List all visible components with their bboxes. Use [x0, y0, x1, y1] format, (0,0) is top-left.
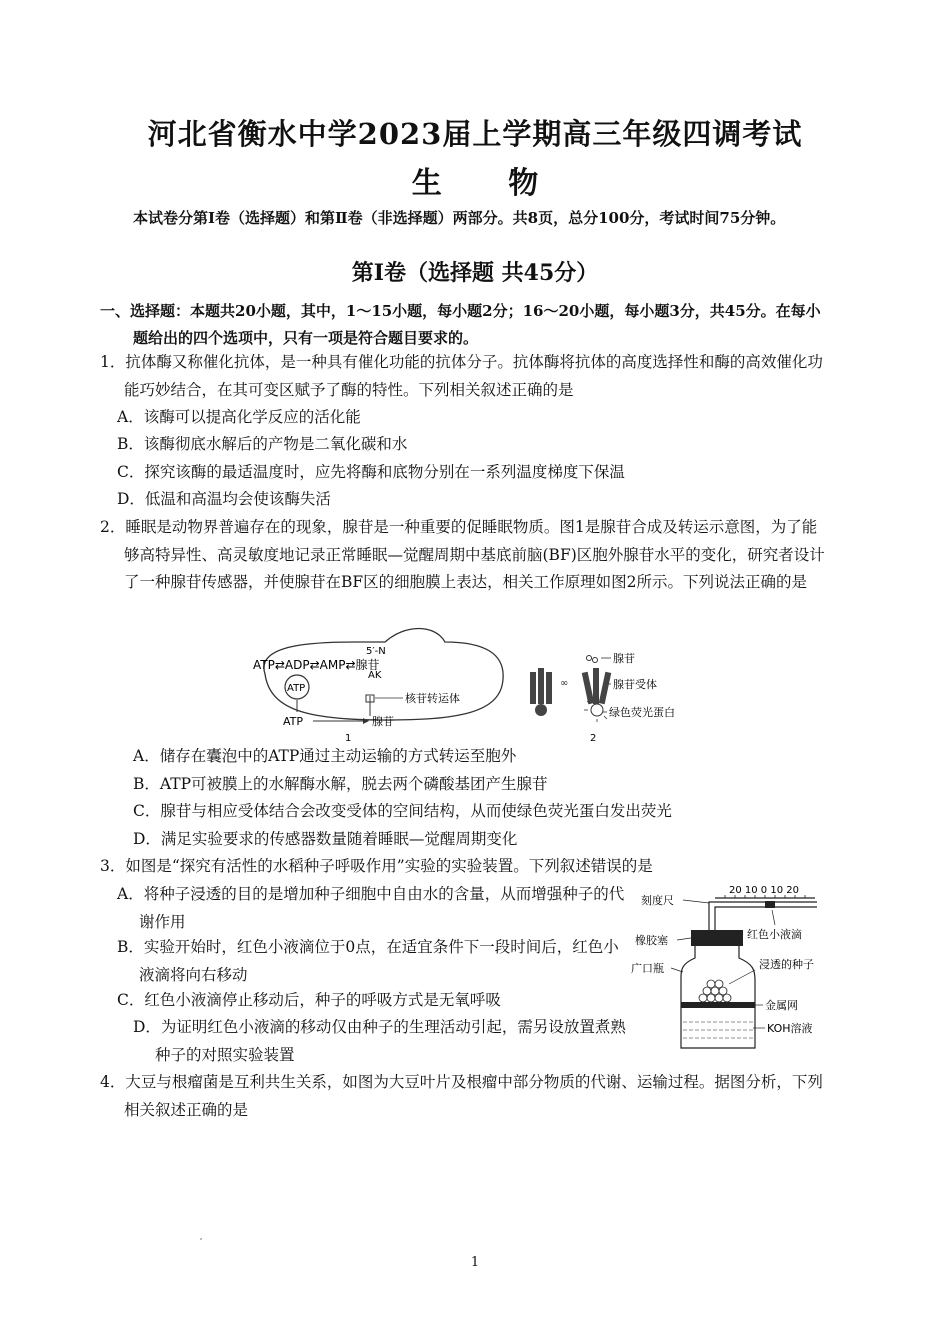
- question-2-option-b: B．ATP可被膜上的水解酶水解，脱去两个磷酸基团产生腺苷: [133, 775, 548, 793]
- fig1-5n-label: 5′-N: [366, 646, 386, 657]
- scan-mark: [200, 1238, 202, 1240]
- fig1-pathway-label: ATP⇄ADP⇄AMP⇄腺苷: [253, 658, 380, 672]
- fig1-outside-adenosine-label: 腺苷: [372, 715, 394, 728]
- question-3-option-b: B．实验开始时，红色小液滴位于0点，在适宜条件下一段时间后，红色小液滴将向右移动: [117, 938, 619, 984]
- question-1-option-c: C．探究该酶的最适温度时，应先将酶和底物分别在一系列温度梯度下保温: [117, 463, 625, 481]
- exam-intro: 本试卷分第Ⅰ卷（选择题）和第Ⅱ卷（非选择题）两部分。共8页，总分100分，考试时间75分钟。: [133, 209, 786, 227]
- question-3-option-d: D．为证明红色小液滴的移动仅由种子的生理活动引起，需另设放置煮熟种子的对照实验装置: [133, 1018, 626, 1064]
- fig1-ak-label: AK: [368, 670, 382, 681]
- question-1-option-a: A．该酶可以提高化学反应的活化能: [117, 408, 361, 426]
- koh-label: KOH溶液: [767, 1022, 813, 1035]
- subject-title: 生 物: [411, 166, 567, 201]
- fig1-transporter-label: 核苷转运体: [405, 692, 460, 705]
- fluorescent-protein-icon: [591, 704, 603, 716]
- red-droplet: [765, 901, 775, 908]
- question-1-option-d: D．低温和高温均会使该酶失活: [117, 490, 331, 508]
- question-3-option-a: A．将种子浸透的目的是增加种子细胞中自由水的含量，从而增强种子的代谢作用: [117, 885, 625, 931]
- fig1-vesicle-atp-label: ATP: [287, 683, 306, 694]
- seeds-label: 浸透的种子: [759, 958, 814, 971]
- fig2-adenosine-label: 腺苷: [613, 652, 635, 665]
- fig1-outside-atp-label: ATP: [283, 715, 304, 728]
- part-title: 第Ⅰ卷（选择题 共45分）: [351, 260, 599, 286]
- rubber-stopper: [691, 930, 743, 946]
- fig2-number: 2: [590, 733, 597, 744]
- koh-solution: [683, 1022, 753, 1038]
- glass-tube: [709, 902, 817, 930]
- question-2-option-c: C．腺苷与相应受体结合会改变受体的空间结构，从而使绿色荧光蛋白发出荧光: [133, 802, 672, 820]
- ruler-label: 刻度尺: [641, 894, 674, 907]
- mesh-label: 金属网: [765, 999, 798, 1012]
- fig1-number: 1: [345, 733, 352, 744]
- receptor-before-binding: [530, 668, 552, 716]
- stopper-label: 橡胶塞: [635, 934, 668, 947]
- adenosine-figure: [245, 624, 685, 744]
- fig2-receptor-label: 腺苷受体: [613, 678, 657, 691]
- question-1-option-b: B．该酶彻底水解后的产物是二氧化碳和水: [117, 435, 408, 453]
- fig2-gfp-label: 绿色荧光蛋白: [609, 706, 675, 719]
- receptor-after-binding: [582, 668, 612, 704]
- metal-mesh: [681, 1002, 755, 1008]
- question-2-option-a: A．储存在囊泡中的ATP通过主动运输的方式转运至胞外: [133, 747, 517, 765]
- question-2-option-d: D．满足实验要求的传感器数量随着睡眠—觉醒周期变化: [133, 830, 518, 848]
- soaked-seeds: [699, 980, 731, 1002]
- respiration-apparatus-figure: [625, 880, 835, 1055]
- question-1-stem: 1．抗体酶又称催化抗体，是一种具有催化功能的抗体分子。抗体酶将抗体的高度选择性和酶的高效催化功能巧妙结合，在其可变区赋予了酶的特性。下列相关叙述正确的是: [100, 353, 823, 399]
- section-instructions: 一、选择题：本题共20小题，其中，1～15小题，每小题2分；16～20小题，每小题3分，共45分。在每小题给出的四个选项中，只有一项是符合题目要求的。: [100, 302, 821, 347]
- cell-membrane-outline: [264, 629, 503, 721]
- question-3-option-c: C．红色小液滴停止移动后，种子的呼吸方式是无氧呼吸: [117, 991, 501, 1009]
- question-4-stem: 4．大豆与根瘤菌是互利共生关系，如图为大豆叶片及根瘤中部分物质的代谢、运输过程。据图分析，下列相关叙述正确的是: [100, 1073, 823, 1119]
- exam-title: 河北省衡水中学2023届上学期高三年级四调考试: [147, 117, 803, 151]
- question-3-stem: 3．如图是“探究有活性的水稻种子呼吸作用”实验的实验装置。下列叙述错误的是: [100, 857, 653, 875]
- droplet-label: 红色小液滴: [747, 928, 802, 941]
- page-number: 1: [470, 1255, 480, 1270]
- bottle-label: 广口瓶: [631, 962, 664, 975]
- ruler-scale: 20 10 0 10 20: [729, 885, 799, 896]
- question-2-stem: 2．睡眠是动物界普遍存在的现象，腺苷是一种重要的促睡眠物质。图1是腺苷合成及转运示意图，为了能够高特异性、高灵敏度地记录正常睡眠—觉醒周期中基底前脑(BF)区胞外腺苷水平的变化，研究者设计了一种腺苷传感器，并使腺苷在BF区的细胞膜上表达，相关工作原理如图2所示。下列说法正确的是: [100, 518, 825, 591]
- svg-text:∞: ∞: [560, 678, 569, 689]
